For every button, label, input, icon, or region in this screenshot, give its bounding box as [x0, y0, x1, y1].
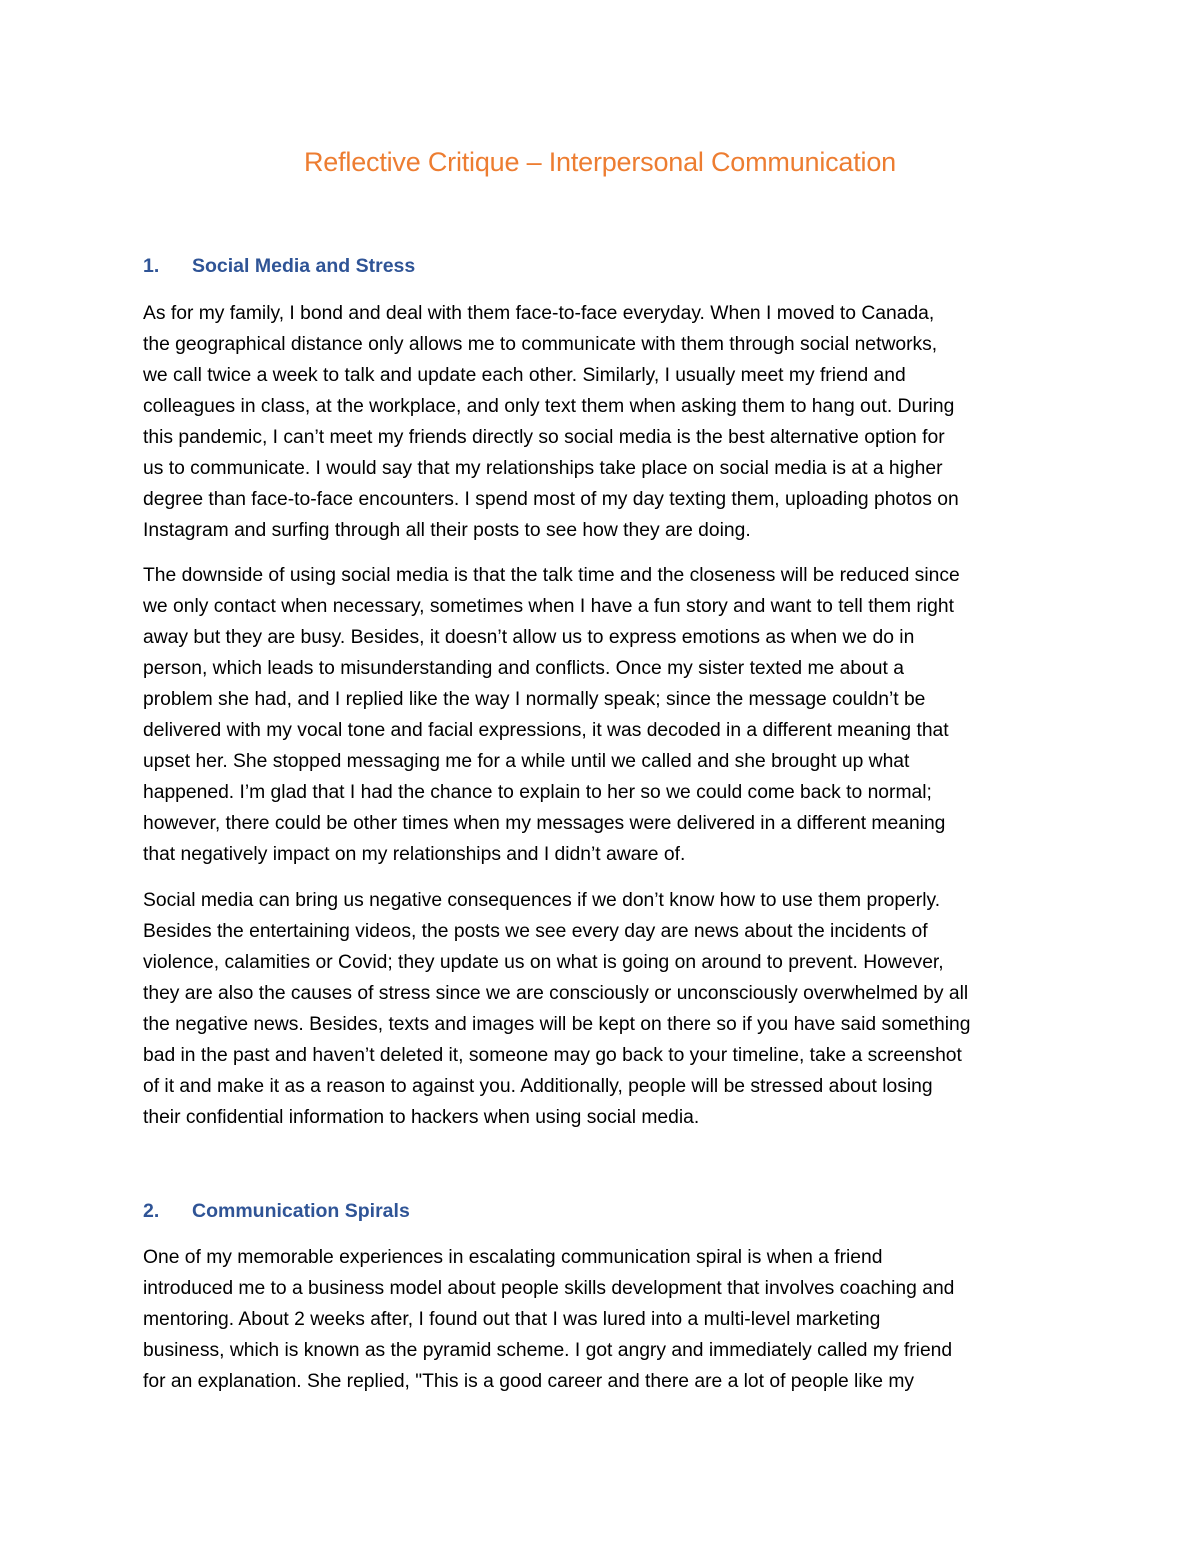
text-line: mentoring. About 2 weeks after, I found out that I was lured into a multi-level marketing — [143, 1309, 881, 1330]
paragraph — [143, 560, 1083, 870]
document-title: Reflective Critique – Interpersonal Communication — [304, 147, 896, 177]
text-line: however, there could be other times when my messages were delivered in a different meaning — [143, 813, 946, 834]
text-line: business, which is known as the pyramid scheme. I got angry and immediately called my friend — [143, 1340, 953, 1361]
paragraph — [143, 885, 1083, 1133]
text-line: bad in the past and haven’t deleted it, someone may go back to your timeline, take a screenshot — [143, 1045, 962, 1066]
text-line: away but they are busy. Besides, it doesn’t allow us to express emotions as when we do in — [143, 627, 915, 648]
paragraph — [143, 1242, 1083, 1397]
text-line: the geographical distance only allows me to communicate with them through social networks, — [143, 334, 938, 355]
text-line: Besides the entertaining videos, the posts we see every day are news about the incidents of — [143, 921, 928, 942]
text-line: the negative news. Besides, texts and images will be kept on there so if you have said something — [143, 1014, 971, 1035]
text-line: colleagues in class, at the workplace, and only text them when asking them to hang out. During — [143, 396, 955, 417]
text-line: they are also the causes of stress since we are consciously or unconsciously overwhelmed by all — [143, 983, 969, 1004]
text-line: Social media can bring us negative consequences if we don’t know how to use them properly. — [143, 890, 941, 911]
text-line: happened. I’m glad that I had the chance to explain to her so we could come back to normal; — [143, 782, 932, 803]
text-line: problem she had, and I replied like the way I normally speak; since the message couldn’t be — [143, 689, 926, 710]
paragraph — [143, 298, 1083, 546]
text-line: One of my memorable experiences in escalating communication spiral is when a friend — [143, 1247, 883, 1268]
text-line: As for my family, I bond and deal with them face-to-face everyday. When I moved to Canada, — [143, 303, 935, 324]
text-line: delivered with my vocal tone and facial expressions, it was decoded in a different meaning that — [143, 720, 949, 741]
section-title: Communication Spirals — [192, 1200, 410, 1222]
text-line: we call twice a week to talk and update each other. Similarly, I usually meet my friend and — [143, 365, 906, 386]
text-line: of it and make it as a reason to against you. Additionally, people will be stressed about losing — [143, 1076, 933, 1097]
section-number: 2. — [143, 1200, 160, 1222]
text-line: introduced me to a business model about people skills development that involves coaching and — [143, 1278, 955, 1299]
text-line: person, which leads to misunderstanding and conflicts. Once my sister texted me about a — [143, 658, 904, 679]
text-line: degree than face-to-face encounters. I spend most of my day texting them, uploading photos on — [143, 489, 959, 510]
section-heading-social-media — [143, 252, 415, 280]
text-line: their confidential information to hackers when using social media. — [143, 1107, 700, 1128]
text-line: this pandemic, I can’t meet my friends directly so social media is the best alternative option for — [143, 427, 945, 448]
section-title: Social Media and Stress — [192, 255, 416, 277]
section-number: 1. — [143, 255, 160, 277]
section-heading-communication-spirals — [143, 1197, 410, 1225]
text-line: us to communicate. I would say that my relationships take place on social media is at a higher — [143, 458, 943, 479]
text-line: we only contact when necessary, sometimes when I have a fun story and want to tell them right — [143, 596, 954, 617]
text-line: Instagram and surfing through all their posts to see how they are doing. — [143, 520, 751, 541]
text-line: that negatively impact on my relationships and I didn’t aware of. — [143, 844, 686, 865]
text-line: The downside of using social media is that the talk time and the closeness will be reduced since — [143, 565, 960, 586]
text-line: for an explanation. She replied, "This is a good career and there are a lot of people like my — [143, 1371, 915, 1392]
text-line: upset her. She stopped messaging me for a while until we called and she brought up what — [143, 751, 910, 772]
text-line: violence, calamities or Covid; they update us on what is going on around to prevent. However, — [143, 952, 944, 973]
